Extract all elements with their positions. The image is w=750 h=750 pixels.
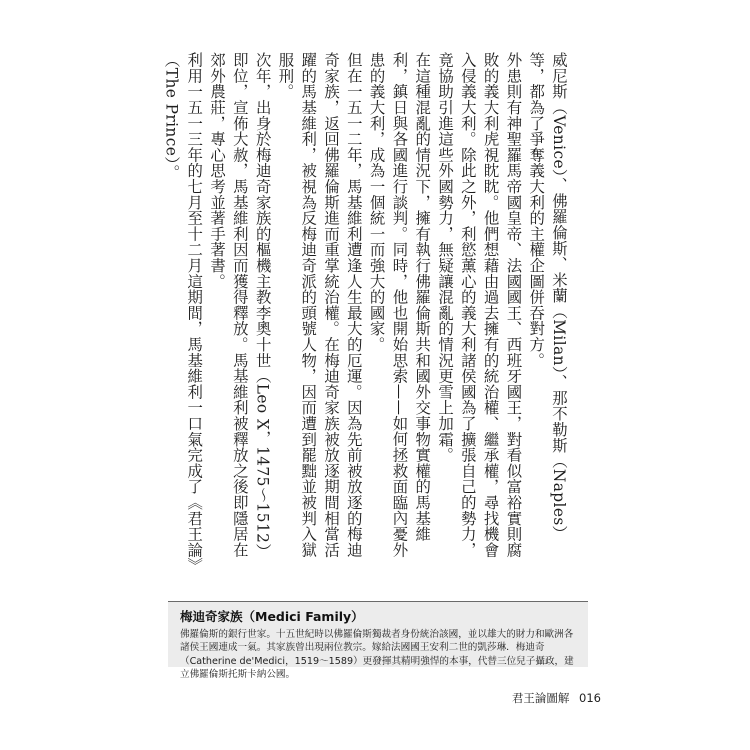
sidebar-title: 梅迪奇家族（Medici Family） <box>180 609 364 624</box>
sidebar-text: 佛羅倫斯的銀行世家。十五世紀時以佛羅倫斯獨裁者身份統治該國，並以雄大的財力和歐洲各諸侯王國連成一氣。其家族曾出現兩位教宗。嫁給法國國王安利二世的凱莎琳．梅迪奇（Catherine de'Medici，1519～1589）更發揮其精明強悍的本事，代替三位兒子攝政，建立佛羅倫斯托斯卡納公國。 <box>180 629 574 681</box>
body-paragraph: 外患則有神聖羅馬帝國皇帝、法國國王、西班牙國王，對看似富裕實則腐敗的義大利虎視眈眈。他們想藉由過去擁有的統治權、繼承權，尋找機會入侵義大利。除此之外，利慾薰心的義大利諸侯國為了擴張自己的勢力，竟協助引進這些外國勢力，無疑讓混亂的情況更雪上加霜。 <box>436 52 523 558</box>
body-paragraph: 利用一五一三年的七月至十二月這期間，馬基維利一口氣完成了《君王論》（The Prince）。 <box>162 52 204 566</box>
book-title: 君王論圖解 <box>511 691 570 705</box>
vertical-body-text <box>140 52 570 572</box>
body-paragraph: 威尼斯（Venice）、佛羅倫斯、米蘭（Milan）、那不勒斯（Naples）等，都為了爭奪義大利的主權企圖併吞對方。 <box>527 52 568 542</box>
body-paragraph: 在這種混亂的情況下，擁有執行佛羅倫斯共和國外交事物實權的馬基維利，鎮日與各國進行談判。同時，他也開始思索——如何拯救面臨內憂外患的義大利，成為一個統一而強大的國家。 <box>367 52 432 558</box>
body-paragraph: 但在一五一二年，馬基維利遭逢人生最大的厄運。因為先前被放逐的梅迪奇家族，返回佛羅倫斯進而重掌統治權。在梅迪奇家族被放逐期間相當活躍的馬基維利，被視為反梅迪奇派的頭號人物，因而遭到罷黜並被判入獄服刑。 <box>276 52 363 558</box>
body-paragraph: 次年，出身於梅迪奇家族的樞機主教李奧十世（Leo X，1475～1512）即位，宣佈大赦，馬基維利因而獲得釋放。馬基維利被釋放之後即隱居在郊外農莊，專心思考並著手著書。 <box>208 52 272 560</box>
page-number: 016 <box>579 691 601 705</box>
glossary-sidebar-box <box>168 601 588 681</box>
page-footer <box>512 690 601 706</box>
